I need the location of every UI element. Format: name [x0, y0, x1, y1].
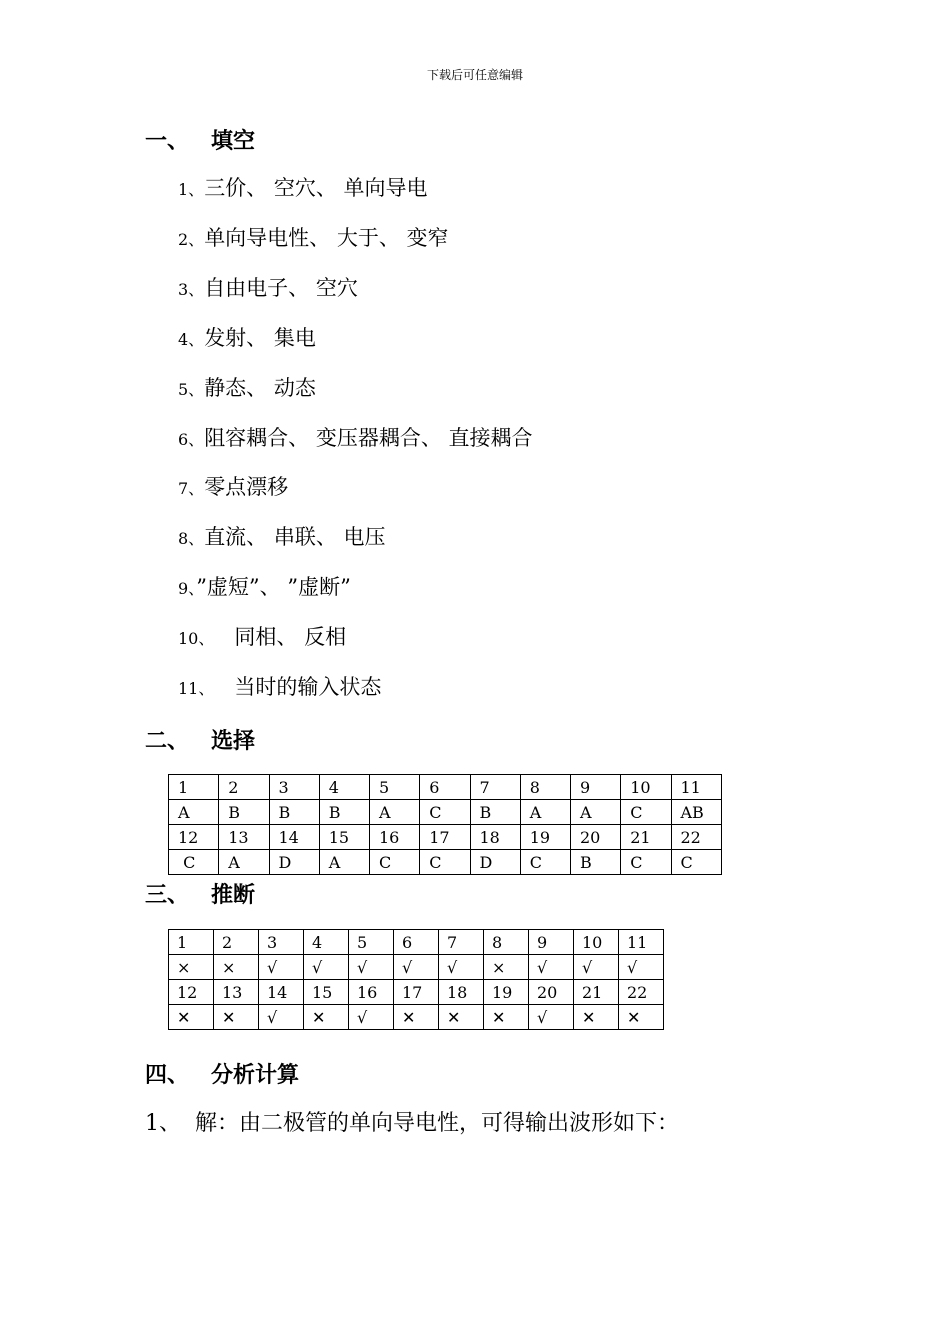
fill-answer-item [178, 374, 316, 404]
table-cell: A [520, 800, 570, 825]
table-cell: C [621, 850, 671, 875]
table-cell: C [420, 850, 470, 875]
table-cell: 18 [470, 825, 520, 850]
table-cell: 16 [349, 980, 394, 1005]
section-title: 推断 [211, 883, 256, 908]
table-cell: C [520, 850, 570, 875]
table-cell: A [319, 850, 369, 875]
table-cell: D [269, 850, 319, 875]
table-cell: C [621, 800, 671, 825]
fill-answer-item [178, 224, 449, 254]
section-title: 填空 [211, 129, 256, 154]
table-cell: 21 [621, 825, 671, 850]
table-cell: B [219, 800, 269, 825]
item-text: 同相、 反相 [214, 625, 347, 650]
item-number: 5、 [178, 379, 205, 399]
table-cell: AB [671, 800, 722, 825]
table-cell: A [571, 800, 621, 825]
table-cell: √ [349, 1005, 394, 1030]
table-cell: 19 [520, 825, 570, 850]
table-cell: 6 [394, 930, 439, 955]
item-number: 9、 [178, 579, 197, 599]
fill-answer-item [178, 424, 533, 454]
table-cell: D [470, 850, 520, 875]
section-title: 选择 [211, 729, 256, 754]
item-text: 静态、 动态 [204, 375, 316, 400]
table-cell: 14 [259, 980, 304, 1005]
section-number: 二、 [145, 729, 190, 754]
table-cell: ✕ [394, 1005, 439, 1030]
fill-answer-item [178, 523, 386, 553]
table-cell: 11 [671, 775, 722, 800]
table-cell: 22 [671, 825, 722, 850]
table-cell: 19 [484, 980, 529, 1005]
item-text: 三价、 空穴、 单向导电 [204, 176, 428, 200]
section-title: 分析计算 [211, 1063, 300, 1088]
table-cell: √ [529, 1005, 574, 1030]
section-number: 三、 [145, 883, 190, 908]
section-number: 一、 [145, 129, 190, 154]
item-text: 发射、 集电 [204, 325, 316, 350]
item-number: 6、 [178, 429, 205, 449]
fill-answer-item [178, 573, 351, 603]
table-cell: 4 [319, 775, 369, 800]
table-cell: √ [394, 955, 439, 980]
table-cell: 10 [621, 775, 671, 800]
table-cell: 2 [214, 930, 259, 955]
table-cell: √ [439, 955, 484, 980]
table-cell: ✕ [214, 1005, 259, 1030]
table-cell: √ [574, 955, 619, 980]
table-cell: 15 [304, 980, 349, 1005]
table-cell: C [169, 850, 219, 875]
table-cell: 8 [520, 775, 570, 800]
table-cell: √ [619, 955, 664, 980]
table-cell: × [169, 955, 214, 980]
table-cell: 5 [349, 930, 394, 955]
table-cell: √ [304, 955, 349, 980]
table-cell: 12 [169, 825, 219, 850]
table-cell: 21 [574, 980, 619, 1005]
item-text: 阻容耦合、 变压器耦合、 直接耦合 [204, 425, 533, 450]
table-cell: 3 [259, 930, 304, 955]
table-row [169, 1005, 664, 1030]
table-cell: ✕ [484, 1005, 529, 1030]
table-cell: 6 [420, 775, 470, 800]
fill-answer-item [178, 324, 316, 354]
table-cell: 20 [529, 980, 574, 1005]
table-row [169, 850, 722, 875]
table-cell: 22 [619, 980, 664, 1005]
table-cell: 16 [370, 825, 420, 850]
table-cell: A [169, 800, 219, 825]
table-row [169, 980, 664, 1005]
table-cell: × [214, 955, 259, 980]
table-cell: ✕ [439, 1005, 484, 1030]
item-text: ”虚短”、 ”虚断” [196, 575, 351, 600]
item-number: 2、 [178, 229, 205, 249]
table-cell: 9 [529, 930, 574, 955]
fill-answer-item [178, 274, 358, 304]
table-cell: 3 [269, 775, 319, 800]
table-cell: 2 [219, 775, 269, 800]
table-cell: √ [259, 955, 304, 980]
table-cell: 1 [169, 930, 214, 955]
solution-number: 1、 [145, 1111, 181, 1136]
section-heading-choice [145, 724, 255, 755]
item-text: 零点漂移 [204, 475, 289, 500]
table-cell: √ [529, 955, 574, 980]
fill-answer-item [178, 473, 288, 503]
table-cell: ✕ [574, 1005, 619, 1030]
table-cell: 17 [394, 980, 439, 1005]
table-row [169, 800, 722, 825]
section-heading-judge [145, 878, 255, 909]
item-number: 11、 [178, 679, 215, 698]
table-row [169, 930, 664, 955]
fill-answer-item [178, 623, 346, 653]
table-row [169, 825, 722, 850]
table-cell: 9 [571, 775, 621, 800]
table-cell: 18 [439, 980, 484, 1005]
table-cell: 8 [484, 930, 529, 955]
table-cell: 7 [470, 775, 520, 800]
item-text: 当时的输入状态 [214, 675, 382, 699]
table-cell: B [571, 850, 621, 875]
solution-text: 解：由二极管的单向导电性，可得输出波形如下： [181, 1111, 679, 1136]
section-heading-analysis [145, 1058, 299, 1089]
table-cell: 1 [169, 775, 219, 800]
item-number: 1、 [178, 180, 205, 199]
section-number: 四、 [145, 1063, 190, 1088]
item-text: 单向导电性、 大于、 变窄 [204, 225, 449, 250]
table-cell: √ [259, 1005, 304, 1030]
table-cell: 4 [304, 930, 349, 955]
table-cell: B [319, 800, 369, 825]
table-cell: ✕ [619, 1005, 664, 1030]
item-number: 7、 [178, 479, 205, 499]
table-row [169, 955, 664, 980]
table-cell: 20 [571, 825, 621, 850]
table-cell: √ [349, 955, 394, 980]
item-number: 3、 [178, 279, 205, 299]
table-cell: ✕ [169, 1005, 214, 1030]
judge-answer-table [168, 929, 664, 1030]
table-row [169, 775, 722, 800]
page-header: 下载后可任意编辑 [426, 68, 523, 82]
item-number: 4、 [178, 329, 205, 349]
table-cell: A [219, 850, 269, 875]
table-cell: 15 [319, 825, 369, 850]
table-cell: 7 [439, 930, 484, 955]
table-cell: A [370, 800, 420, 825]
table-cell: C [420, 800, 470, 825]
table-cell: B [470, 800, 520, 825]
table-cell: 14 [269, 825, 319, 850]
table-cell: 5 [370, 775, 420, 800]
table-cell: C [671, 850, 722, 875]
table-cell: 10 [574, 930, 619, 955]
table-cell: C [370, 850, 420, 875]
table-cell: B [269, 800, 319, 825]
table-cell: 13 [214, 980, 259, 1005]
item-number: 8、 [178, 529, 205, 549]
table-cell: × [484, 955, 529, 980]
section-heading-fill [145, 124, 255, 155]
table-cell: 13 [219, 825, 269, 850]
fill-answer-item [178, 673, 381, 703]
solution-line [145, 1106, 679, 1137]
table-cell: ✕ [304, 1005, 349, 1030]
choice-answer-table [168, 774, 722, 875]
fill-answer-item [178, 174, 428, 204]
table-cell: 12 [169, 980, 214, 1005]
table-cell: 11 [619, 930, 664, 955]
item-text: 直流、 串联、 电压 [204, 525, 386, 550]
item-number: 10、 [178, 629, 215, 649]
table-cell: 17 [420, 825, 470, 850]
item-text: 自由电子、 空穴 [204, 275, 358, 300]
